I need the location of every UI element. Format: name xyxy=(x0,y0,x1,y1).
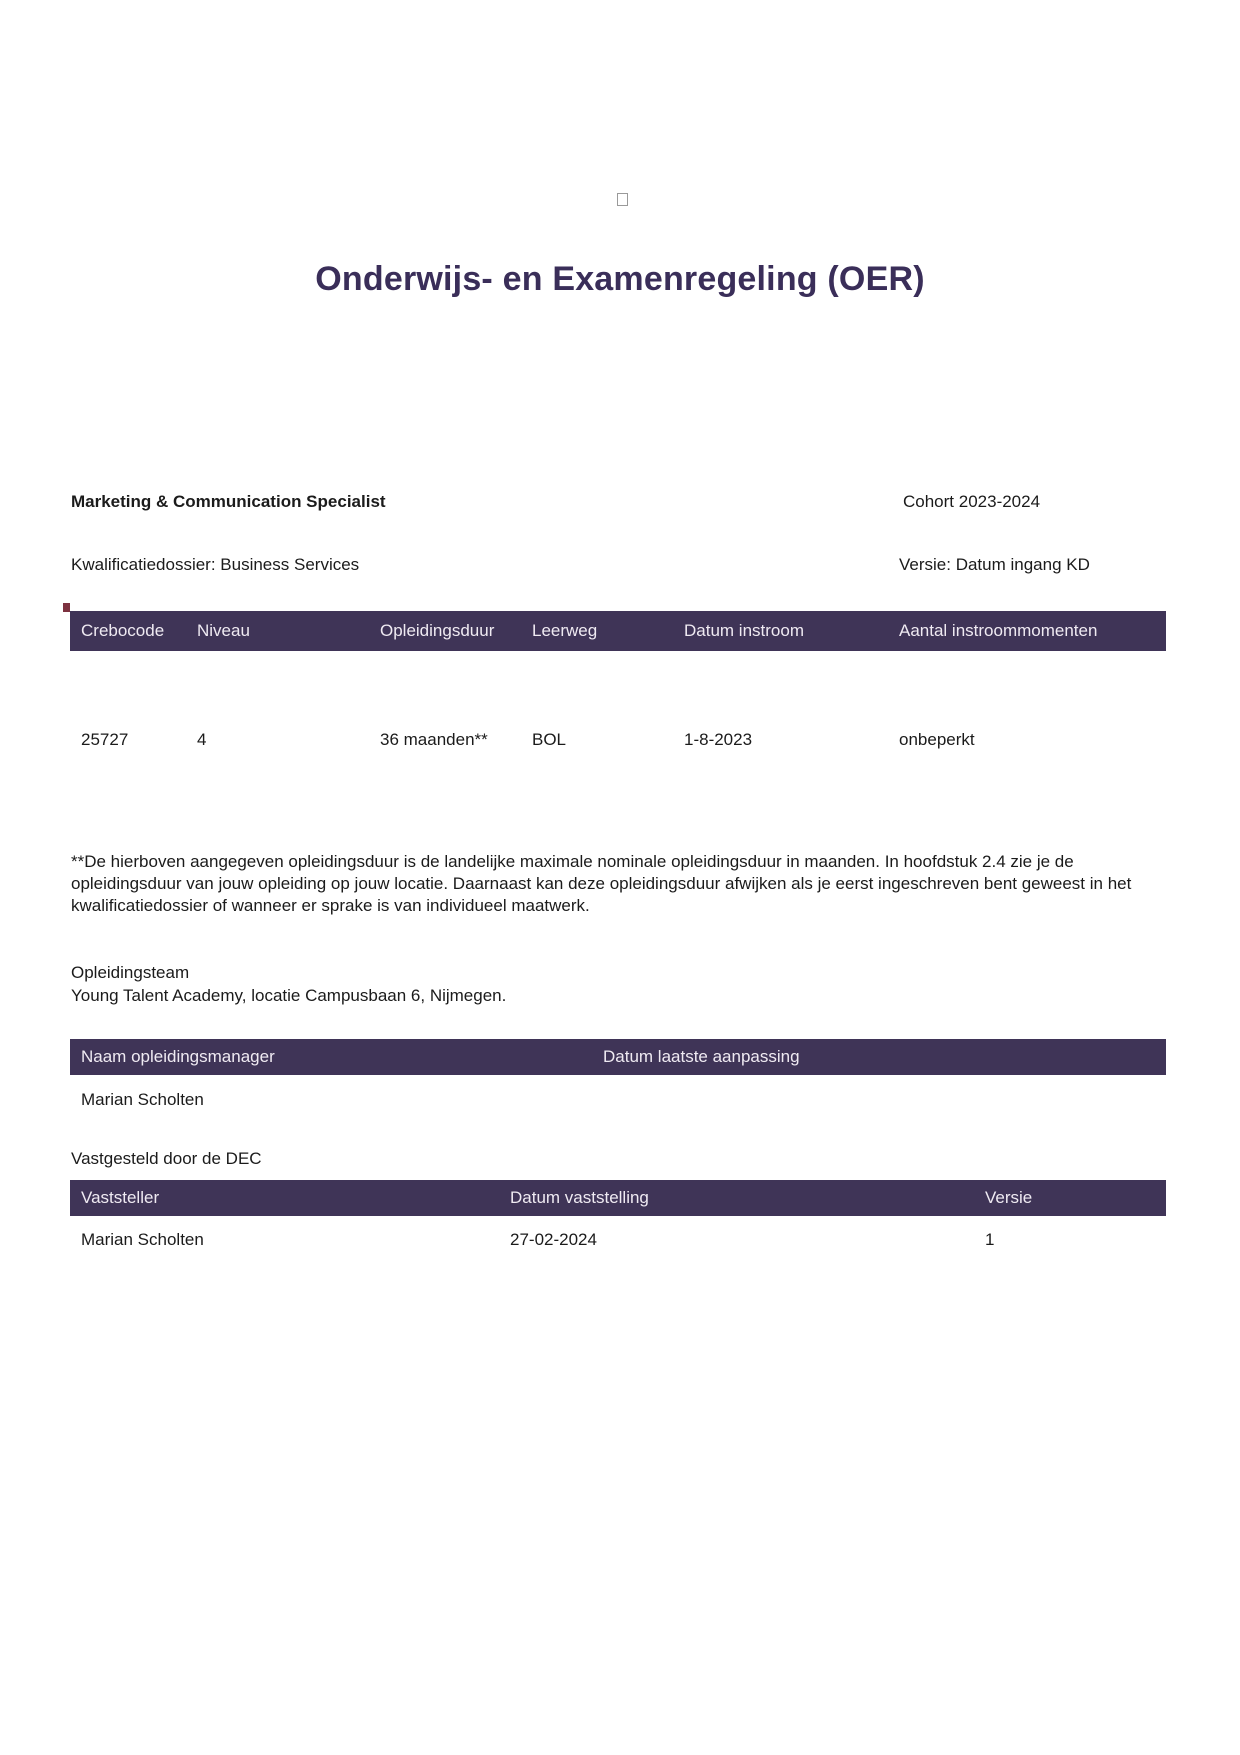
page-title: Onderwijs- en Examenregeling (OER) xyxy=(315,260,925,298)
cell-niveau: 4 xyxy=(197,730,207,749)
cell-datum-instroom: 1-8-2023 xyxy=(684,730,753,749)
version-label: Versie: Datum ingang KD xyxy=(899,555,1090,574)
program-name: Marketing & Communication Specialist xyxy=(71,492,386,511)
cell-datum-vaststelling: 27-02-2024 xyxy=(510,1230,597,1249)
approval-table-header xyxy=(70,1180,1166,1216)
table-corner-accent xyxy=(63,603,70,612)
cell-leerweg: BOL xyxy=(532,730,567,749)
cell-vaststeller: Marian Scholten xyxy=(81,1230,204,1249)
program-table-header xyxy=(70,611,1166,651)
approval-table-row xyxy=(70,1230,1166,1252)
qualification-label: Kwalificatiedossier: Business Services xyxy=(71,555,360,574)
cell-versie: 1 xyxy=(985,1230,995,1249)
program-table-row xyxy=(70,730,1166,752)
col-header-crebocode: Crebocode xyxy=(81,621,165,640)
col-header-opleidingsduur: Opleidingsduur xyxy=(380,621,495,640)
duration-footnote: **De hierboven aangegeven opleidingsduur is de landelijke maximale nominale opleidingsduur in maanden. In hoofdstuk 2.4 zie je de opleidingsduur van jouw opleiding op jouw locatie. Daarnaast kan deze opleidingsduur afwijken als je eerst ingeschreven bent geweest in het kwalificatiedossier of wanneer er sprake is van individueel maatwerk. xyxy=(71,852,1132,915)
cohort-label: Cohort 2023-2024 xyxy=(903,492,1041,511)
col-header-datum-laatste-aanpassing: Datum laatste aanpassing xyxy=(603,1047,800,1066)
col-header-datum-instroom: Datum instroom xyxy=(684,621,804,640)
cell-aantal-instroommomenten: onbeperkt xyxy=(899,730,975,749)
col-header-aantal-instroommomenten: Aantal instroommomenten xyxy=(899,621,1098,640)
team-block xyxy=(71,961,506,1007)
manager-table-row xyxy=(70,1090,1166,1112)
col-header-vaststeller: Vaststeller xyxy=(81,1188,160,1207)
col-header-naam-opleidingsmanager: Naam opleidingsmanager xyxy=(81,1047,275,1066)
col-header-versie: Versie xyxy=(985,1188,1033,1207)
manager-table-header xyxy=(70,1039,1166,1075)
cell-opleidingsmanager-naam: Marian Scholten xyxy=(81,1090,204,1109)
col-header-leerweg: Leerweg xyxy=(532,621,598,640)
team-label: Opleidingsteam xyxy=(71,963,190,982)
team-location: Young Talent Academy, locatie Campusbaan 6, Nijmegen. xyxy=(71,986,507,1005)
approval-heading: Vastgesteld door de DEC xyxy=(71,1149,262,1168)
col-header-niveau: Niveau xyxy=(197,621,250,640)
image-placeholder-icon xyxy=(617,193,628,206)
cell-opleidingsduur: 36 maanden** xyxy=(380,730,488,749)
col-header-datum-vaststelling: Datum vaststelling xyxy=(510,1188,649,1207)
cell-crebocode: 25727 xyxy=(81,730,129,749)
